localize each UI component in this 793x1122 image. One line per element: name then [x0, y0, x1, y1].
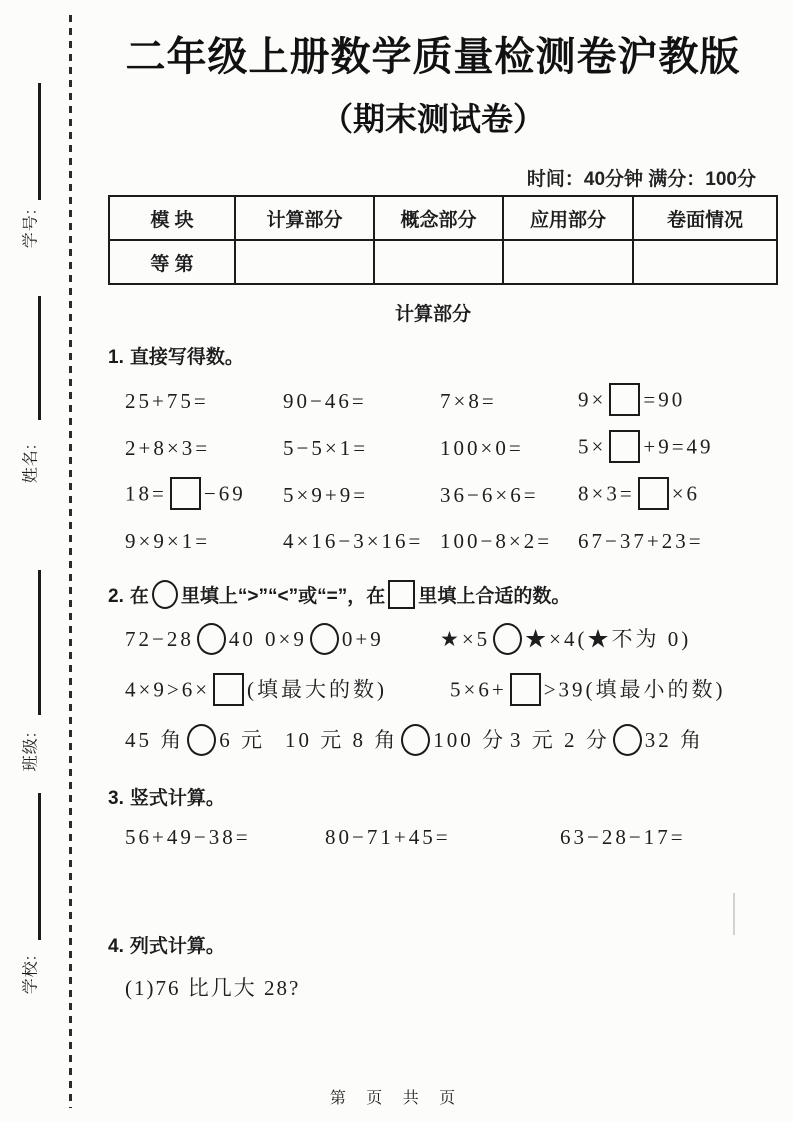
school-label: 学校:: [22, 954, 40, 995]
math-expression: 5× +9=49: [578, 430, 758, 467]
math-expression: 90−46=: [283, 389, 367, 413]
q3-row: [125, 820, 758, 854]
math-expression: 18= −69: [125, 477, 283, 514]
math-expression: 100×0=: [440, 436, 524, 460]
grade-cell-application: [503, 240, 633, 284]
math-expression: 10 元 8 角 100 分: [285, 724, 510, 760]
student-name-blank-line: [38, 296, 41, 420]
question-2-heading: [108, 580, 758, 613]
math-expression: 5−5×1=: [283, 436, 369, 460]
question-1-title: 直接写得数。: [129, 347, 244, 368]
math-expression: 4×9>6× (填最大的数): [125, 673, 450, 710]
q1-row: [125, 430, 758, 467]
comparison-circle: [197, 623, 226, 655]
question-2-body: [125, 623, 758, 760]
score-table-header-row: [109, 196, 777, 240]
page-subtitle: （期末测试卷）: [320, 101, 545, 137]
grade-cell-computation: [235, 240, 374, 284]
math-expression: 72−28 40: [125, 623, 265, 659]
math-expression: 63−28−17=: [560, 824, 686, 849]
q4-item: [125, 970, 758, 1004]
class-blank-line: [38, 570, 41, 715]
question-1-body: [125, 383, 758, 558]
answer-box: [388, 580, 415, 609]
question-2-number: 2.: [108, 585, 124, 607]
math-expression: 2+8×3=: [125, 436, 211, 460]
answer-box: [609, 383, 640, 416]
class-label: 班级:: [22, 731, 40, 772]
question-4-body: [125, 970, 758, 1004]
math-expression: 36−6×6=: [440, 483, 539, 507]
word-problem-text: (1)76 比几大 28?: [125, 976, 301, 1001]
math-expression: 80−71+45=: [325, 824, 451, 849]
answer-box: [609, 430, 640, 463]
student-name-label: 姓名:: [22, 443, 40, 484]
math-expression: 4×16−3×16=: [283, 528, 424, 553]
math-expression: 0×9 0+9: [265, 623, 440, 659]
score-col-neatness: 卷面情况: [633, 196, 777, 240]
question-3-title: 竖式计算。: [129, 788, 225, 810]
comparison-circle: [152, 580, 178, 609]
student-number-blank-line: [38, 83, 41, 200]
exam-paper: [108, 0, 758, 1004]
math-expression: 7×8=: [440, 389, 497, 413]
question-4-heading: [108, 932, 758, 962]
question-3-number: 3.: [108, 788, 124, 810]
grade-cell-neatness: [633, 240, 777, 284]
section-title: 计算部分: [394, 304, 471, 325]
page-footer: 第 页 共 页: [329, 1090, 464, 1107]
question-3-heading: [108, 784, 758, 814]
answer-box: [213, 673, 244, 706]
math-expression: 56+49−38=: [125, 824, 251, 849]
q1-row: [125, 524, 758, 558]
binding-fold-dotted-line: [69, 15, 72, 1108]
q1-row: [125, 383, 758, 420]
q1-row: [125, 477, 758, 514]
answer-box: [170, 477, 201, 510]
vertical-calculation-workspace: [125, 854, 758, 926]
score-table-grade-row: [109, 240, 777, 284]
question-4-title: 列式计算。: [129, 936, 225, 958]
math-expression: 3 元 2 分 32 角: [510, 724, 758, 760]
math-expression: 5×9+9=: [283, 483, 369, 507]
page-title: 二年级上册数学质量检测卷沪教版: [125, 35, 741, 79]
math-expression: ★×5 ★×4(★不为 0): [440, 623, 758, 659]
score-col-module: 模 块: [109, 196, 235, 240]
q2-row: [125, 724, 758, 760]
question-4-number: 4.: [108, 936, 124, 958]
question-3-body: [125, 820, 758, 926]
math-expression: 67−37+23=: [578, 528, 704, 553]
question-1-number: 1.: [108, 347, 124, 368]
school-blank-line: [38, 793, 41, 940]
answer-box: [510, 673, 541, 706]
question-2-title: 在 里填上“>”“<”或“=”，在 里填上合适的数。: [130, 586, 571, 607]
score-table: [108, 195, 778, 285]
score-col-concept: 概念部分: [374, 196, 503, 240]
comparison-circle: [187, 724, 216, 756]
student-number-label: 学号:: [22, 208, 40, 249]
math-expression: 45 角 6 元: [125, 724, 285, 760]
comparison-circle: [401, 724, 430, 756]
math-expression: 8×3= ×6: [578, 477, 758, 514]
q2-row: [125, 623, 758, 659]
answer-box: [638, 477, 669, 510]
comparison-circle: [493, 623, 522, 655]
comparison-circle: [613, 724, 642, 756]
q2-row: [125, 673, 758, 710]
comparison-circle: [310, 623, 339, 655]
grade-row-label: 等 第: [109, 240, 235, 284]
exam-meta: 时间：40分钟 满分：100分: [526, 169, 756, 190]
math-expression: 5×6+ >39(填最小的数): [450, 673, 758, 710]
math-expression: 100−8×2=: [440, 528, 553, 553]
math-expression: 9× =90: [578, 383, 758, 420]
math-expression: 25+75=: [125, 389, 209, 413]
score-col-computation: 计算部分: [235, 196, 374, 240]
score-col-application: 应用部分: [503, 196, 633, 240]
grade-cell-concept: [374, 240, 503, 284]
math-expression: 9×9×1=: [125, 528, 211, 553]
question-1-heading: [108, 343, 758, 373]
